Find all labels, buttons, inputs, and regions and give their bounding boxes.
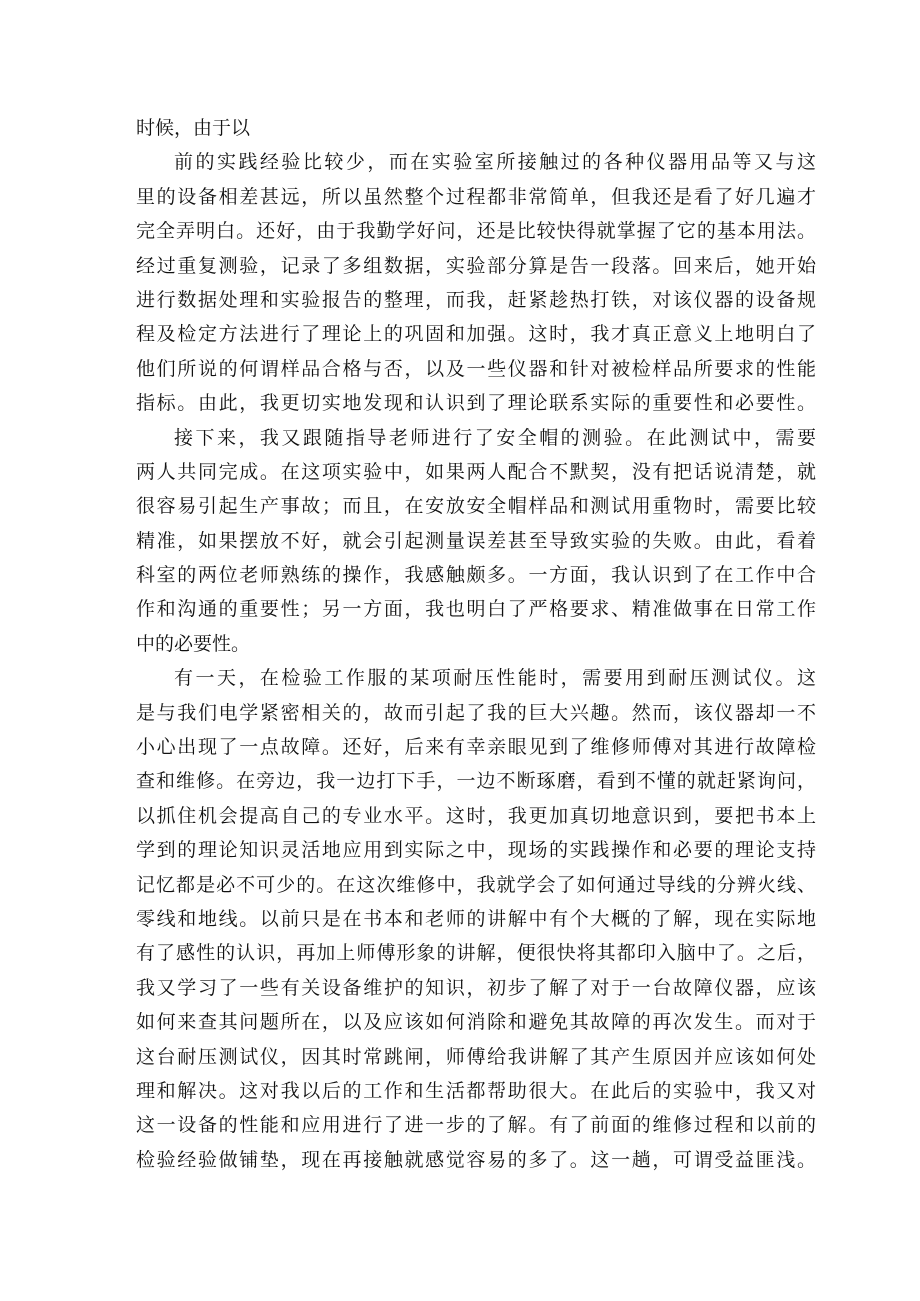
text-line: 检验经验做铺垫，现在再接触就感觉容易的多了。这一趟，可谓受益匪浅。 — [136, 1148, 816, 1171]
text-line: 如何来查其问题所在，以及应该如何消除和避免其故障的再次发生。而对于 — [136, 1011, 816, 1034]
text-line: 是与我们电学紧密相关的，故而引起了我的巨大兴趣。然而，该仪器却一不 — [136, 701, 816, 724]
text-line: 作和沟通的重要性；另一方面，我也明白了严格要求、精准做事在日常工作 — [136, 598, 816, 621]
text-line: 学到的理论知识灵活地应用到实际之中，现场的实践操作和必要的理论支持 — [136, 839, 816, 862]
text-line: 这一设备的性能和应用进行了进一步的了解。有了前面的维修过程和以前的 — [136, 1114, 816, 1137]
text-line: 接下来，我又跟随指导老师进行了安全帽的测验。在此测试中，需要 — [174, 426, 816, 449]
text-line: 以抓住机会提高自己的专业水平。这时，我更加真切地意识到，要把书本上 — [136, 804, 816, 827]
text-line: 很容易引起生产事故；而且，在安放安全帽样品和测试用重物时，需要比较 — [136, 495, 816, 518]
text-line: 理和解决。这对我以后的工作和生活都帮助很大。在此后的实验中，我又对 — [136, 1079, 816, 1102]
text-line: 两人共同完成。在这项实验中，如果两人配合不默契，没有把话说清楚，就 — [136, 460, 816, 483]
body-text — [136, 111, 816, 1177]
text-line: 中的必要性。 — [136, 632, 251, 655]
text-line: 我又学习了一些有关设备维护的知识，初步了解了对于一台故障仪器，应该 — [136, 976, 816, 999]
text-line: 有一天，在检验工作服的某项耐压性能时，需要用到耐压测试仪。这 — [174, 667, 816, 690]
text-line: 里的设备相差甚远，所以虽然整个过程都非常简单，但我还是看了好几遍才 — [136, 185, 816, 208]
text-line: 科室的两位老师熟练的操作，我感触颇多。一方面，我认识到了在工作中合 — [136, 564, 816, 587]
text-line: 时候，由于以 — [136, 117, 251, 139]
text-line: 指标。由此，我更切实地发现和认识到了理论联系实际的重要性和必要性。 — [136, 392, 816, 415]
text-line: 有了感性的认识，再加上师傅形象的讲解，便很快将其都印入脑中了。之后， — [136, 942, 816, 965]
text-line: 精准，如果摆放不好，就会引起测量误差甚至导致实验的失败。由此，看着 — [136, 529, 816, 552]
text-line: 进行数据处理和实验报告的整理，而我，赶紧趁热打铁，对该仪器的设备规 — [136, 288, 816, 311]
text-line: 记忆都是必不可少的。在这次维修中，我就学会了如何通过导线的分辨火线、 — [136, 873, 816, 896]
text-line: 前的实践经验比较少，而在实验室所接触过的各种仪器用品等又与这 — [174, 151, 816, 174]
text-line: 这台耐压测试仪，因其时常跳闸，师傅给我讲解了其产生原因并应该如何处 — [136, 1045, 816, 1068]
text-line: 查和维修。在旁边，我一边打下手，一边不断琢磨，看到不懂的就赶紧询问， — [136, 770, 816, 793]
text-line: 他们所说的何谓样品合格与否，以及一些仪器和针对被检样品所要求的性能 — [136, 357, 816, 380]
text-line: 小心出现了一点故障。还好，后来有幸亲眼见到了维修师傅对其进行故障检 — [136, 736, 816, 759]
text-line: 经过重复测验，记录了多组数据，实验部分算是告一段落。回来后，她开始 — [136, 254, 816, 277]
text-line: 零线和地线。以前只是在书本和老师的讲解中有个大概的了解，现在实际地 — [136, 907, 816, 930]
text-line: 完全弄明白。还好，由于我勤学好问，还是比较快得就掌握了它的基本用法。 — [136, 220, 816, 243]
text-line: 程及检定方法进行了理论上的巩固和加强。这时，我才真正意义上地明白了 — [136, 323, 816, 346]
